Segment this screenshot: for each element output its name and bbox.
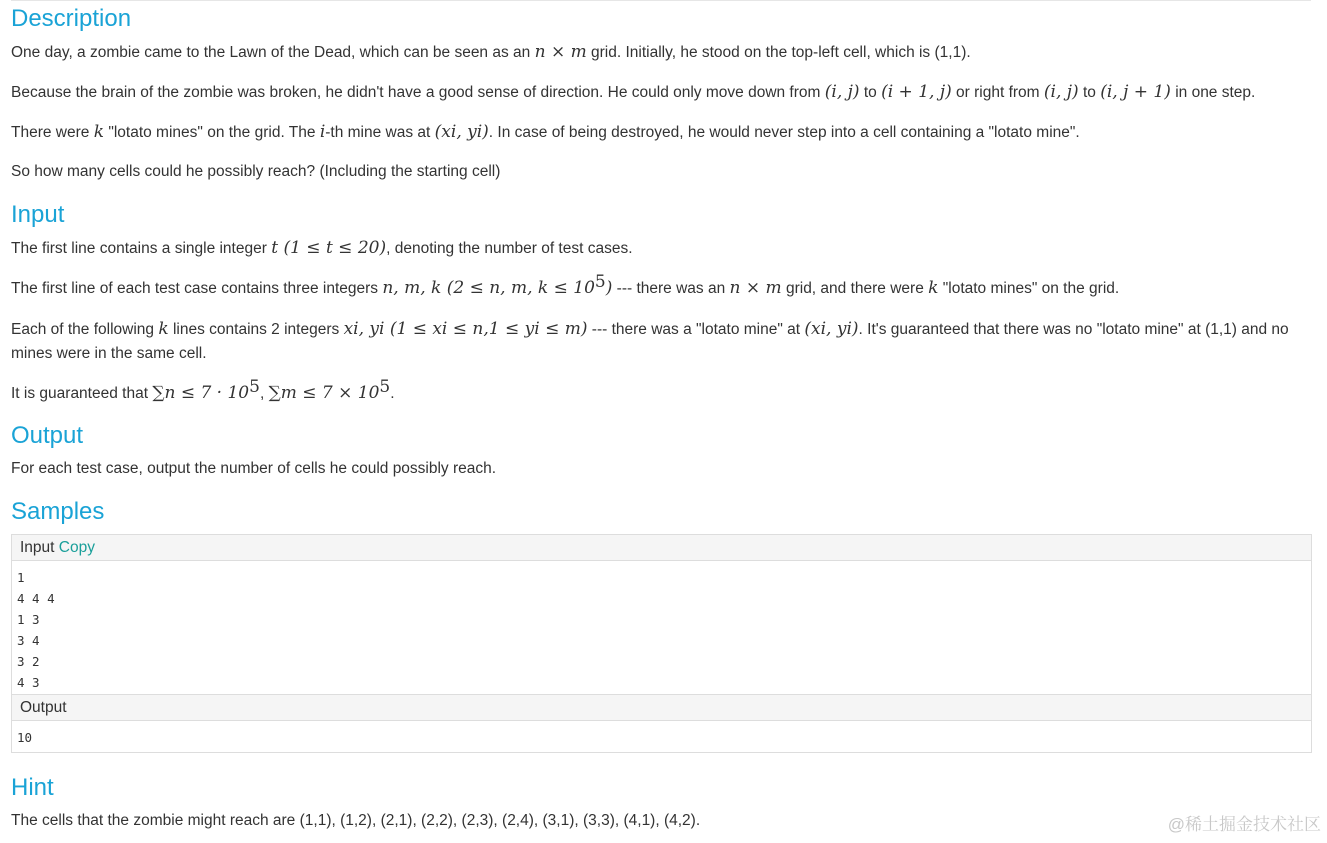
hint-heading: Hint [11,774,54,801]
input-paragraph-1: The first line contains a single integer t (1 ≤ t ≤ 20), denoting the number of test cases. [11,238,633,258]
hint-paragraph-1: The cells that the zombie might reach are (1,1), (1,2), (2,1), (2,2), (2,3), (2,4), (3,1), (3,3), (4,1), (4,2). [11,812,701,829]
description-paragraph-4: So how many cells could he possibly reach? (Including the starting cell) [11,163,501,180]
watermark: @稀土掘金技术社区 [1167,815,1321,834]
description-paragraph-3: There were k "lotato mines" on the grid. The i-th mine was at (xi, yi). In case of being destroyed, he would never step into a cell containing a "lotato mine". [11,122,1080,142]
sample-input-text[interactable]: 1 4 4 4 1 3 3 4 3 2 4 3 [17,570,55,690]
description-heading: Description [11,5,132,32]
description-paragraph-1: One day, a zombie came to the Lawn of the Dead, which can be seen as an n × m grid. Initially, he stood on the top-left cell, which is (1,1). [11,42,971,62]
input-paragraph-4: It is guaranteed that $\sum n \le 7 \cdot 10^5$, $\sum m \le 7 \times 10^5$. [11,376,395,403]
input-paragraph-3: Each of the following k lines contains 2 integers xi, yi (1 ≤ xi ≤ n,1 ≤ yi ≤ m) --- there was a "lotato mine" at (xi, yi). It's guaranteed that there was no "lotato mine" at (1,1) and no mines were in the same cell. [11,319,1289,362]
sample-output-header [12,695,1311,721]
input-heading: Input [11,201,65,228]
output-heading: Output [11,422,84,449]
input-paragraph-2: The first line of each test case contains three integers n, m, k (2 ≤ n, m, $k \le 10^5$) --- there was an n × m grid, and there were k "lotato mines" on the grid. [11,271,1120,298]
samples-heading: Samples [11,498,105,525]
sample-output-box [11,694,1312,753]
description-paragraph-2: Because the brain of the zombie was broken, he didn't have a good sense of direction. He could only move down from (i, j) to (i + 1, j) or right from (i, j) to (i, j + 1) in one step. [11,82,1256,102]
top-divider [11,0,1311,1]
sample-input-box [11,534,1312,698]
sample-output-label: Output [20,699,67,716]
sample-input-header [12,535,1311,561]
sample-output-text[interactable]: 10 [17,730,33,745]
output-paragraph-1: For each test case, output the number of cells he could possibly reach. [11,460,497,477]
sample-input-label: Input [20,539,55,556]
copy-button[interactable]: Copy [58,539,95,556]
